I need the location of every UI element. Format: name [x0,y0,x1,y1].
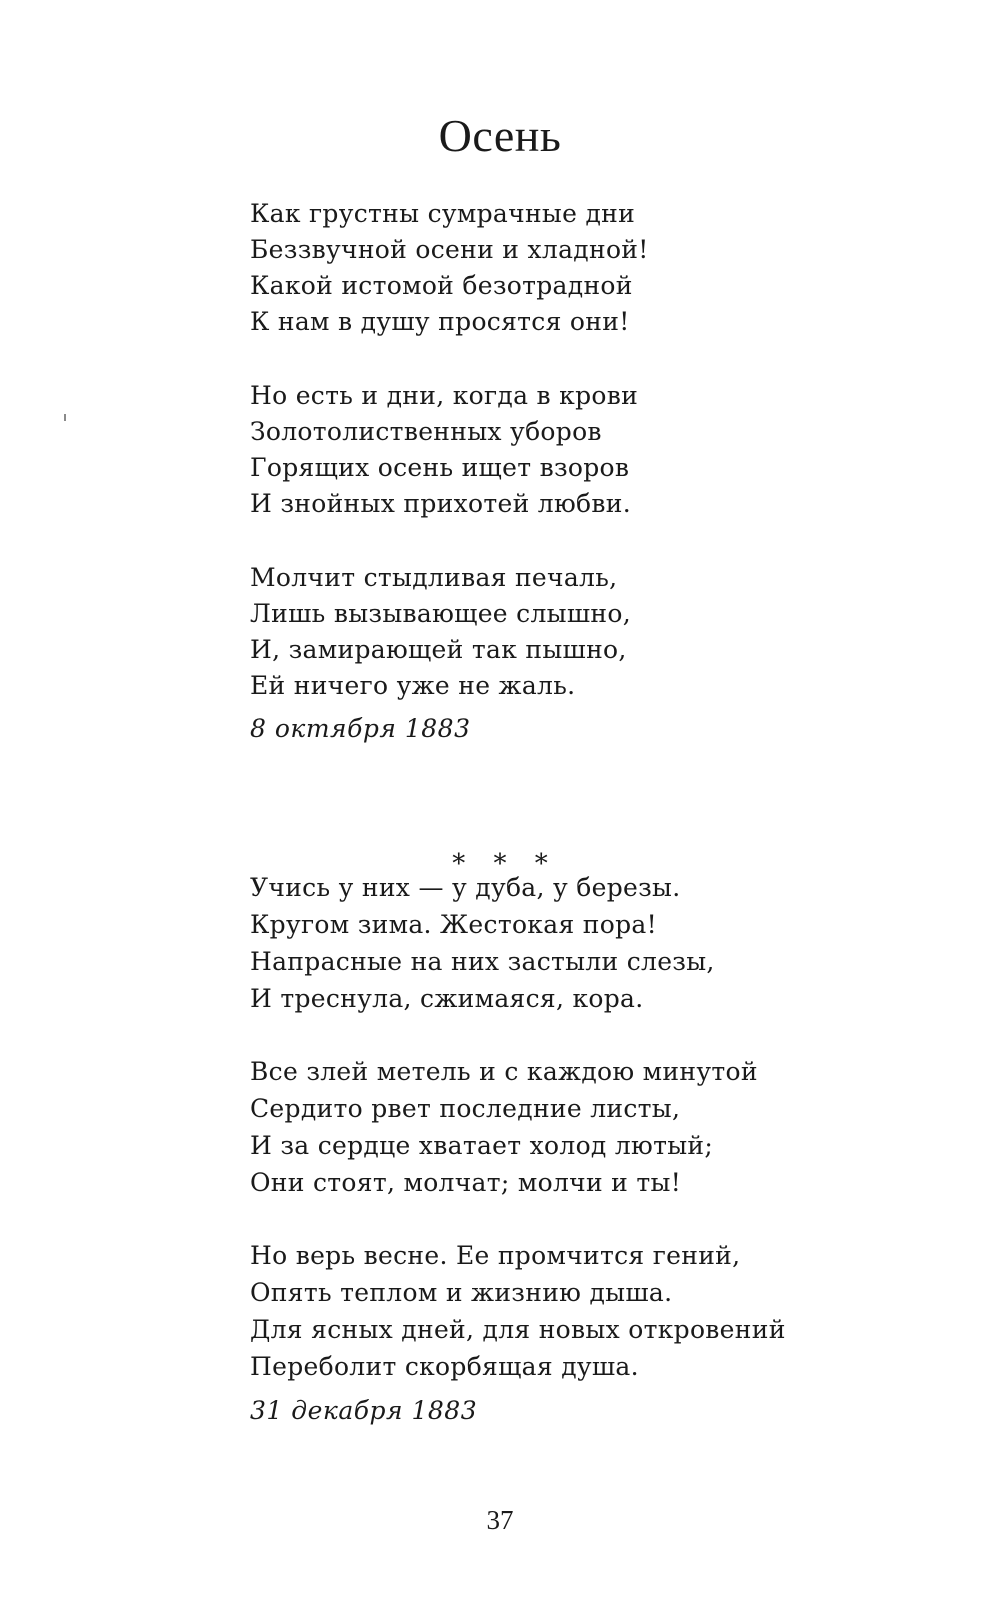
poem-date: 8 октября 1883 [250,714,471,743]
poem-line: Все злей метель и с каждою минутой [250,1057,758,1086]
poem-line: Как грустны сумрачные дни [250,199,636,228]
poem-line: И знойных прихотей любви. [250,489,631,518]
poem-line: И, замирающей так пышно, [250,635,627,664]
poem-line: Ей ничего уже не жаль. [250,671,576,700]
poem-line: И треснула, сжимаяся, кора. [250,984,644,1013]
poem-line: Горящих осень ищет взоров [250,453,630,482]
poem-line: Учись у них — у дуба, у березы. [250,873,681,902]
poem-line: Молчит стыдливая печаль, [250,563,618,592]
poem-line: Опять теплом и жизнию дыша. [250,1278,673,1307]
print-speck [64,414,66,421]
poem-title: Осень [438,110,562,161]
poem-line: И за сердце хватает холод лютый; [250,1131,714,1160]
poem-line: Но верь весне. Ее промчится гений, [250,1241,741,1270]
poem-line: К нам в душу просятся они! [250,307,630,336]
poem-line: Сердито рвет последние листы, [250,1094,681,1123]
poem-date: 31 декабря 1883 [250,1396,478,1425]
poem-line: Переболит скорбящая душа. [250,1352,639,1381]
poem-line: Беззвучной осени и хладной! [250,235,649,264]
poem-line: Напрасные на них застыли слезы, [250,947,715,976]
poem-line: Для ясных дней, для новых откровений [250,1315,786,1344]
poem-line: Какой истомой безотрадной [250,271,633,300]
poem-line: Золотолиственных уборов [250,417,602,446]
poem-line: Лишь вызывающее слышно, [250,599,631,628]
section-separator: * * * [452,849,558,879]
poem-line: Они стоят, молчат; молчи и ты! [250,1168,682,1197]
poem-line: Кругом зима. Жестокая пора! [250,910,657,939]
page-number: 37 [486,1505,514,1535]
poem-line: Но есть и дни, когда в крови [250,381,639,410]
